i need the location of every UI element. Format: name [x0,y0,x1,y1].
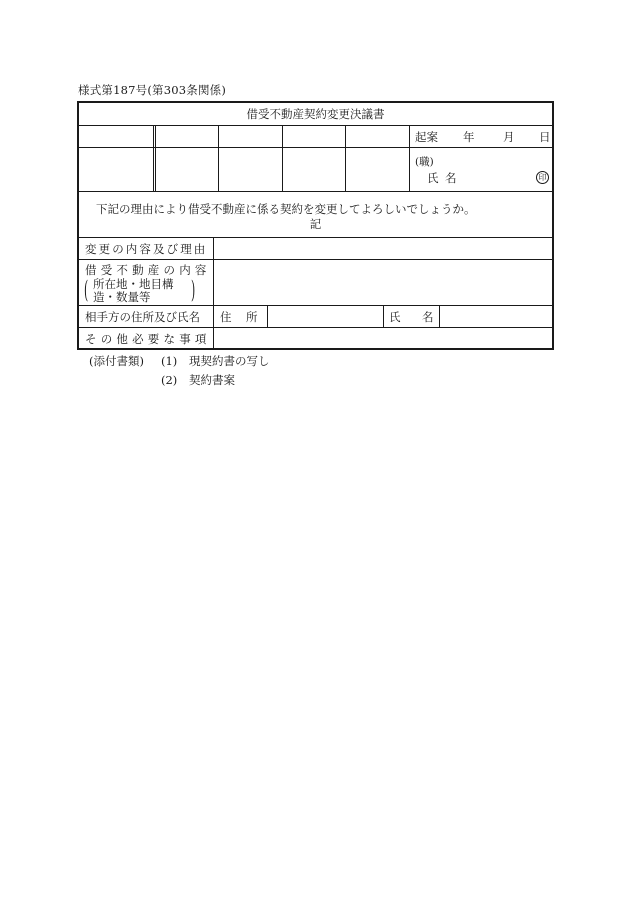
day-label: 日 [539,130,551,144]
property-note-line1: 所在地・地目構 [93,277,174,291]
attachment-no: (2) [161,373,178,387]
other-label: その他必要な事項 [85,332,211,346]
bracket-right: ) [191,276,196,304]
attachment-text: 契約書案 [189,373,235,387]
name-mei: 名 [422,310,434,324]
mei-label: 名 [445,171,457,185]
name-shi: 氏 [389,310,401,324]
attachment-no: (1) [161,354,178,368]
divider [79,147,552,148]
divider [345,125,346,191]
address-sum: 住 [220,310,232,324]
kian-label: 起案 [415,130,438,144]
property-label: 借受不動産の内容 [85,263,211,277]
divider [409,125,410,191]
attachment-text: 現契約書の写し [189,354,270,368]
divider [79,305,552,306]
divider [282,125,283,191]
counterparty-label: 相手方の住所及び氏名 [85,310,200,324]
decision-form-table [77,101,554,350]
divider [79,327,552,328]
seal-mark: 印 [536,171,549,184]
divider [439,305,440,327]
address-sho: 所 [246,310,258,324]
divider [153,125,154,191]
divider [79,191,552,192]
statement-text: 下記の理由により借受不動産に係る契約を変更してよろしいでしょうか。 [96,202,476,216]
year-label: 年 [463,130,475,144]
divider [383,305,384,327]
bracket-left: ( [84,276,89,304]
month-label: 月 [503,130,515,144]
divider [155,125,156,191]
divider [267,305,268,327]
divider [79,237,552,238]
ki-label: 記 [309,217,322,231]
form-title: 借受不動産契約変更決議書 [246,107,385,121]
divider [79,259,552,260]
shi-label: 氏 [427,171,439,185]
divider [213,237,214,348]
form-number: 様式第187号(第303条関係) [78,83,227,97]
shoku-label: (職) [415,156,434,168]
divider [218,125,219,191]
property-note-line2: 造・数量等 [93,290,151,304]
attachments-label: (添付書類) [89,354,144,368]
change-reason-label: 変更の内容及び理由 [85,242,208,256]
divider [79,125,552,126]
